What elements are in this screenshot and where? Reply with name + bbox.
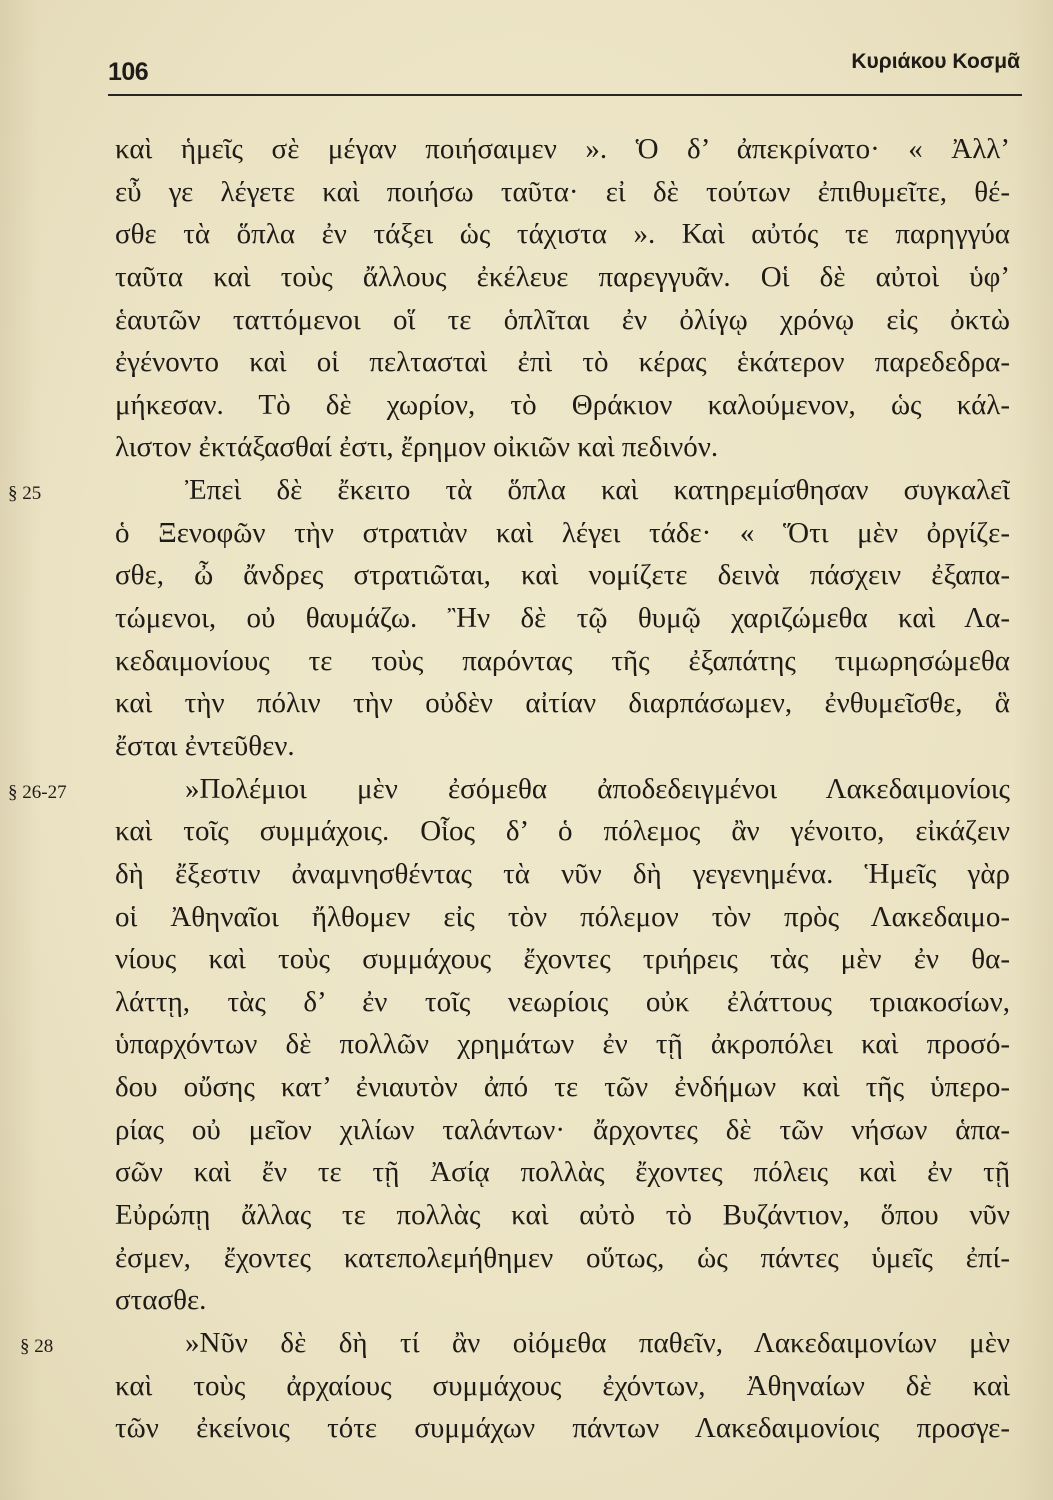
section-marker: § 25 xyxy=(8,483,42,505)
header-rule xyxy=(108,94,1022,96)
paragraph xyxy=(8,469,1010,767)
text-line: σθε, ὦ ἄνδρες στρατιῶται, καὶ νομίζετε δεινὰ πάσχειν ἐξαπα- xyxy=(115,559,1010,592)
text-line: στασθε. xyxy=(115,1284,207,1317)
text-line: καὶ ἡμεῖς σὲ μέγαν ποιήσαιμεν ». Ὁ δ’ ἀπεκρίνατο· « Ἀλλ’ xyxy=(115,133,1010,165)
paragraph xyxy=(20,1322,1010,1450)
text-line: »Νῦν δὲ δὴ τί ἂν οἰόμεθα παθεῖν, Λακεδαιμονίων μὲν xyxy=(185,1326,1010,1359)
text-line: ρίας οὐ μεῖον χιλίων ταλάντων· ἄρχοντες δὲ τῶν νήσων ἁπα- xyxy=(115,1113,1010,1146)
paragraph xyxy=(115,128,1010,469)
text-line: ἔσται ἐντεῦθεν. xyxy=(115,729,295,762)
text-line: ἑαυτῶν ταττόμενοι οἵ τε ὁπλῖται ἐν ὀλίγῳ χρόνῳ εἰς ὀκτὼ xyxy=(115,303,1010,336)
text-line: τῶν ἐκείνοις τότε συμμάχων πάντων Λακεδαιμονίοις προσγε- xyxy=(115,1412,1010,1445)
section-marker: § 28 xyxy=(20,1335,54,1357)
text-line: κεδαιμονίους τε τοὺς παρόντας τῆς ἐξαπάτης τιμωρησώμεθα xyxy=(115,644,1010,677)
text-line: δὴ ἔξεστιν ἀναμνησθέντας τὰ νῦν δὴ γεγενημένα. Ἡμεῖς γὰρ xyxy=(115,857,1010,890)
text-line: μήκεσαν. Τὸ δὲ χωρίον, τὸ Θράκιον καλούμενον, ὡς κάλ- xyxy=(115,388,1010,421)
text-line: Ἐπεὶ δὲ ἔκειτο τὰ ὅπλα καὶ κατηρεμίσθησαν συγκαλεῖ xyxy=(185,474,1010,507)
text-line: σῶν καὶ ἔν τε τῇ Ἀσίᾳ πολλὰς ἔχοντες πόλεις καὶ ἐν τῇ xyxy=(115,1156,1010,1189)
text-line: οἱ Ἀθηναῖοι ἤλθομεν εἰς τὸν πόλεμον τὸν πρὸς Λακεδαιμο- xyxy=(115,900,1010,933)
text-line: ἐγένοντο καὶ οἱ πελτασταὶ ἐπὶ τὸ κέρας ἑκάτερον παρεδεδρα- xyxy=(115,346,1010,379)
text-line: λιστον ἐκτάξασθαί ἐστι, ἔρημον οἰκιῶν καὶ πεδινόν. xyxy=(115,431,719,464)
paragraph xyxy=(8,768,1010,1322)
text-line: ταῦτα καὶ τοὺς ἄλλους ἐκέλευε παρεγγυᾶν. Οἱ δὲ αὐτοὶ ὑφ’ xyxy=(115,260,1010,293)
page-number: 106 xyxy=(108,58,149,86)
running-head: Κυριάκου Κοσμᾶ xyxy=(851,50,1020,73)
text-line: νίους καὶ τοὺς συμμάχους ἔχοντες τριήρεις τὰς μὲν ἐν θα- xyxy=(115,943,1010,976)
text-line: Εὐρώπῃ ἄλλας τε πολλὰς καὶ αὐτὸ τὸ Βυζάντιον, ὅπου νῦν xyxy=(115,1199,1010,1232)
text-line: καὶ τοῖς συμμάχοις. Οἷος δ’ ὁ πόλεμος ἂν γένοιτο, εἰκάζειν xyxy=(115,815,1010,848)
text-line: σθε τὰ ὅπλα ἐν τάξει ὡς τάχιστα ». Καὶ αὐτός τε παρηγγύα xyxy=(115,218,1010,251)
text-line: καὶ τοὺς ἀρχαίους συμμάχους ἐχόντων, Ἀθηναίων δὲ καὶ xyxy=(115,1369,1010,1402)
text-line: λάττῃ, τὰς δ’ ἐν τοῖς νεωρίοις οὐκ ἐλάττους τριακοσίων, xyxy=(115,985,1010,1018)
text-line: »Πολέμιοι μὲν ἐσόμεθα ἀποδεδειγμένοι Λακεδαιμονίοις xyxy=(185,772,1010,805)
text-line: εὖ γε λέγετε καὶ ποιήσω ταῦτα· εἰ δὲ τούτων ἐπιθυμεῖτε, θέ- xyxy=(115,175,1010,208)
text-line: τώμενοι, οὐ θαυμάζω. Ἢν δὲ τῷ θυμῷ χαριζώμεθα καὶ Λα- xyxy=(115,602,1010,635)
text-line: δου οὔσης κατ’ ἐνιαυτὸν ἀπό τε τῶν ἐνδήμων καὶ τῆς ὑπερο- xyxy=(115,1071,1010,1104)
text-line: ὁ Ξενοφῶν τὴν στρατιὰν καὶ λέγει τάδε· « Ὅτι μὲν ὀργίζε- xyxy=(115,516,1010,549)
text-line: ἐσμεν, ἔχοντες κατεπολεμήθημεν οὕτως, ὡς πάντες ὑμεῖς ἐπί- xyxy=(115,1241,1010,1274)
section-marker: § 26-27 xyxy=(8,781,67,803)
text-line: ὑπαρχόντων δὲ πολλῶν χρημάτων ἐν τῇ ἀκροπόλει καὶ προσό- xyxy=(115,1028,1010,1061)
text-line: καὶ τὴν πόλιν τὴν οὐδὲν αἰτίαν διαρπάσωμεν, ἐνθυμεῖσθε, ἃ xyxy=(115,687,1010,720)
body-text xyxy=(8,128,1010,1450)
